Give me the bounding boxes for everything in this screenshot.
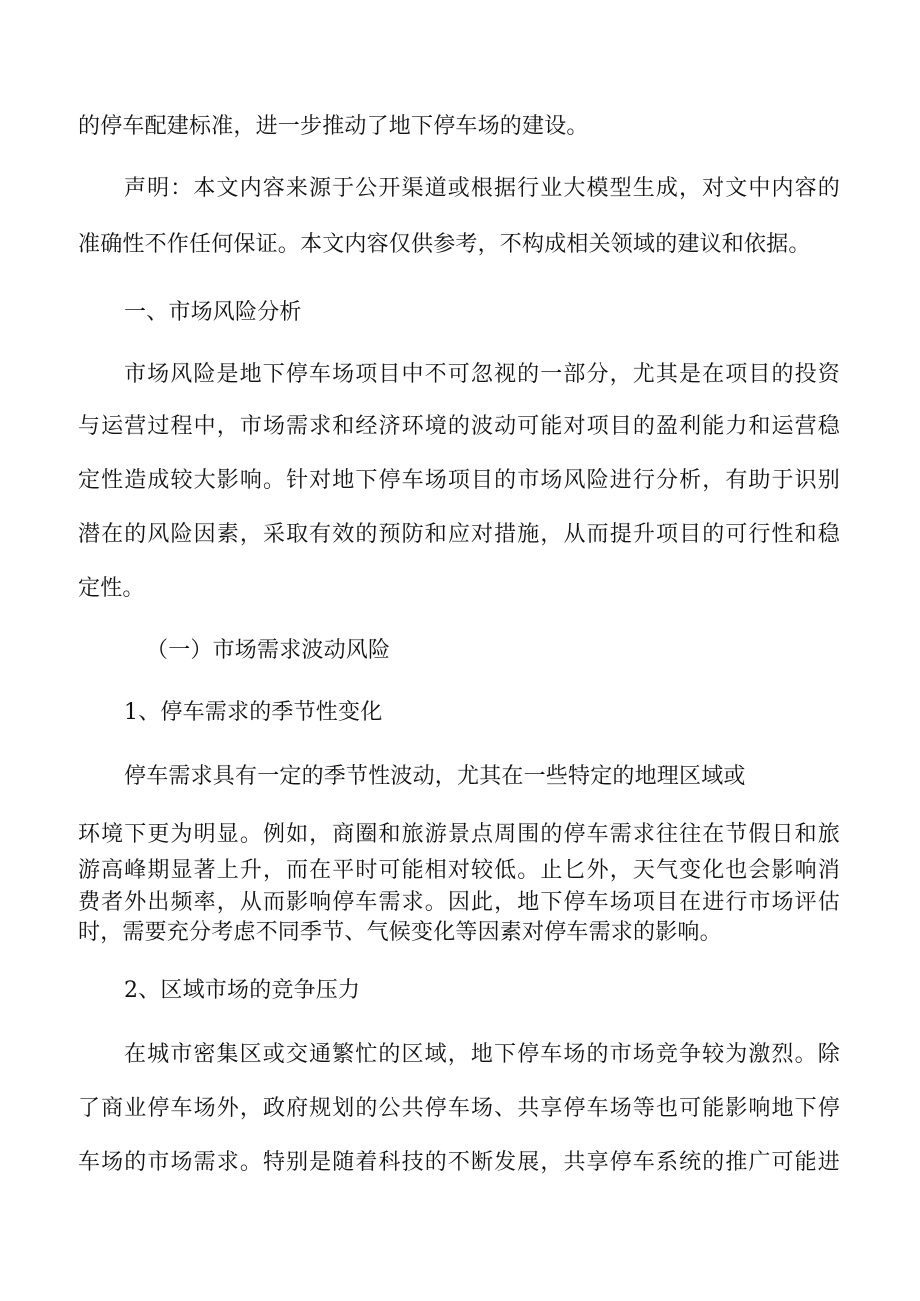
paragraph-line: 与运营过程中，市场需求和经济环境的波动可能对项目的盈利能力和运营稳 (78, 414, 840, 439)
paragraph-line: 停车需求具有一定的季节性波动，尤其在一些特定的地理区域或 (124, 764, 746, 789)
section-heading: 一、市场风险分析 (124, 300, 302, 325)
item-heading: 2、区域市场的竞争压力 (124, 978, 361, 1003)
item-heading: 1、停车需求的季节性变化 (124, 700, 383, 725)
paragraph-line: 定性。 (78, 576, 145, 601)
paragraph-line: 的停车配建标准，进一步推动了地下停车场的建设。 (78, 114, 589, 139)
disclaimer-line: 声明：本文内容来源于公开渠道或根据行业大模型生成，对文中内容的 (124, 176, 840, 201)
paragraph-line: 环境下更为明显。例如，商圈和旅游景点周围的停车需求往往在节假日和旅 (78, 822, 840, 847)
paragraph-line: 潜在的风险因素，采取有效的预防和应对措施，从而提升项目的可行性和稳 (78, 522, 840, 547)
paragraph-line: 在城市密集区或交通繁忙的区域，地下停车场的市场竞争较为激烈。除 (124, 1042, 840, 1067)
paragraph-line: 时，需要充分考虑不同季节、气候变化等因素对停车需求的影响。 (78, 920, 722, 945)
paragraph-line: 定性造成较大影响。针对地下停车场项目的市场风险进行分析，有助于识别 (78, 468, 840, 493)
paragraph-line: 市场风险是地下停车场项目中不可忽视的一部分，尤其是在项目的投资 (124, 362, 840, 387)
disclaimer-line: 准确性不作任何保证。本文内容仅供参考，不构成相关领域的建议和依据。 (78, 232, 811, 257)
paragraph-line: 游高峰期显著上升，而在平时可能相对较低。止匕外，天气变化也会影响消 (78, 858, 840, 883)
paragraph-line: 费者外出频率，从而影响停车需求。因此，地下停车场项目在进行市场评估 (78, 890, 840, 915)
subsection-heading: （一）市场需求波动风险 (146, 638, 391, 663)
paragraph-line: 车场的市场需求。特别是随着科技的不断发展，共享停车系统的推广可能进 (78, 1150, 840, 1175)
paragraph-line: 了商业停车场外，政府规划的公共停车场、共享停车场等也可能影响地下停 (78, 1096, 840, 1121)
